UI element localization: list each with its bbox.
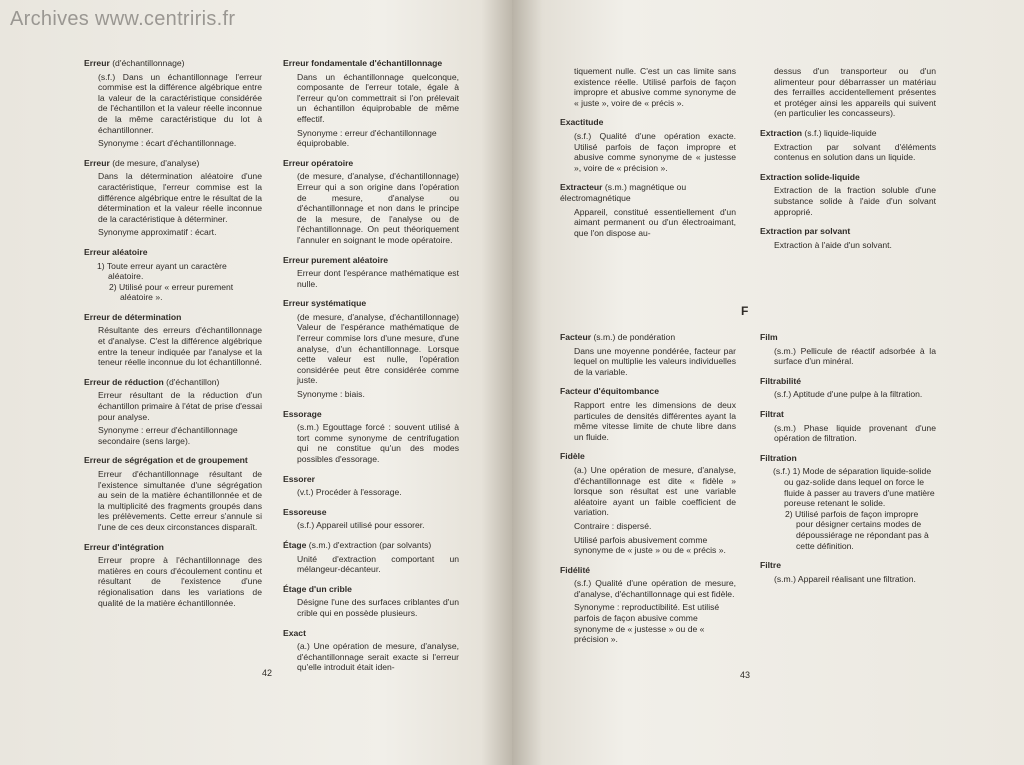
glossary-entry <box>560 332 736 377</box>
entry-definition: (s.m.) Phase liquide provenant d'une opération de filtration. <box>774 422 936 444</box>
entry-term <box>84 312 262 323</box>
glossary-entry <box>283 584 459 619</box>
entry-synonym: Synonyme : erreur d'échantillonnage équiprobable. <box>297 127 437 149</box>
entry-definition: Unité d'extraction comportant un mélangeur-décanteur. <box>297 553 459 575</box>
entry-definition: (s.f.) Appareil utilisé pour essorer. <box>297 520 425 531</box>
entry-definition: Dans la détermination aléatoire d'une caractéristique, l'erreur commise est la différence algébrique entre le résultat de la détermination et la valeur réelle inconnue de la caractéristique à déterminer. <box>98 171 262 224</box>
glossary-entry <box>283 298 459 399</box>
entry-term <box>283 474 459 485</box>
glossary-entry <box>84 58 262 149</box>
glossary-entry <box>760 453 936 551</box>
entry-synonym: Synonyme : écart d'échantillonnage. <box>98 138 237 149</box>
entry-term-text: Extraction <box>760 127 803 138</box>
glossary-entry <box>560 565 736 645</box>
entry-definition: dessus d'un transporteur ou d'un alimenteur pour débarrasser un matériau des ferrailles accidentellement présentes et protéger ainsi les appareils qui suivent (en particulier les concasseurs). <box>774 66 936 119</box>
entry-term <box>84 247 262 258</box>
glossary-entry <box>560 386 736 442</box>
glossary-entry <box>84 312 262 368</box>
left-page-column-1 <box>84 58 262 617</box>
entry-term <box>84 455 262 466</box>
glossary-entry <box>283 540 459 575</box>
entry-term-text: Facteur <box>560 332 592 342</box>
entry-definition: Dans une moyenne pondérée, facteur par lequel on multiplie les valeurs individuelles de la variable. <box>574 345 736 377</box>
entry-term <box>283 298 459 309</box>
entry-term <box>760 376 936 387</box>
entry-numbered-item: 2) Utilisé parfois de façon impropre pour désigner certains modes de dépoussiérage ne répondant pas à cette définition. <box>785 508 929 551</box>
entry-term <box>283 409 459 420</box>
entry-term-text: Étage <box>283 539 307 550</box>
entry-term-text: Extracteur <box>560 182 603 193</box>
glossary-entry <box>760 172 936 217</box>
entry-qualifier: (s.m.) de pondération <box>593 332 676 342</box>
entry-definition: tiquement nulle. C'est un cas limite sans existence réelle. Utilisé parfois de façon impropre et abusive comme synonyme de « juste », voire de « précis ». <box>574 66 736 108</box>
watermark: Archives www.centriris.fr <box>10 8 236 30</box>
entry-term-text: Erreur systématique <box>283 298 367 309</box>
entry-term-text: Erreur aléatoire <box>84 246 148 257</box>
entry-term-text: Filtrabilité <box>760 375 802 386</box>
glossary-entry <box>283 255 459 290</box>
glossary-entry <box>84 455 262 532</box>
entry-term <box>560 182 736 203</box>
entry-term-text: Essorage <box>283 408 322 419</box>
entry-definition: Erreur dont l'espérance mathématique est nulle. <box>297 268 459 289</box>
entry-term <box>760 226 936 237</box>
entry-term <box>283 255 459 266</box>
entry-term <box>560 565 736 576</box>
entry-term <box>760 409 936 420</box>
entry-definition: Extraction par solvant d'éléments contenus en solution dans un liquide. <box>774 141 936 163</box>
glossary-entry <box>560 182 736 238</box>
entry-definition: (s.f.) Qualité d'une opération exacte. Utilisé parfois de façon impropre et abusive comme synonyme de « justesse », voire de « précision ». <box>574 130 736 173</box>
entry-synonym: Synonyme : erreur d'échantillonnage secondaire (sens large). <box>98 425 238 446</box>
entry-qualifier: (de mesure, d'analyse) <box>112 157 200 168</box>
entry-term <box>760 560 936 571</box>
glossary-entry <box>760 409 936 444</box>
entry-definition: Erreur propre à l'échantillonnage des matières en cours d'écoulement continu et résultant de l'existence d'une régionalisation dans les variations de qualité de la matière échantillonnée. <box>98 555 262 608</box>
entry-definition: (a.) Une opération de mesure, d'analyse, d'échantillonnage serait exacte si l'erreur qu'elle introduit était iden- <box>297 641 459 673</box>
entry-definition: (v.t.) Procéder à l'essorage. <box>297 487 402 498</box>
entry-term <box>560 386 736 397</box>
entry-term-text: Film <box>760 332 778 342</box>
entry-term <box>760 453 936 464</box>
entry-term <box>760 128 936 139</box>
entry-term-text: Erreur <box>84 58 110 68</box>
glossary-entry <box>760 66 936 119</box>
section-letter: F <box>741 304 749 318</box>
entry-term <box>560 117 736 128</box>
entry-numbered-item: 2) Utilisé pour « erreur purement aléatoire ». <box>109 281 234 303</box>
glossary-entry <box>760 332 936 367</box>
entry-term-text: Essoreuse <box>283 506 327 517</box>
glossary-entry <box>84 542 262 609</box>
entry-qualifier: (s.m.) d'extraction (par solvants) <box>308 539 432 550</box>
entry-term <box>560 451 736 462</box>
right-page-column-1-top <box>560 66 736 247</box>
glossary-entry <box>283 628 459 673</box>
entry-term-text: Fidèle <box>560 451 585 462</box>
entry-numbered-item: 1) Toute erreur ayant un caractère aléatoire. <box>97 260 227 282</box>
entry-term-text: Essorer <box>283 473 316 484</box>
entry-term-text: Filtration <box>760 452 797 463</box>
glossary-entry <box>84 158 262 238</box>
entry-definition: (s.f.) Dans un échantillonnage l'erreur commise est la différence algébrique entre la valeur de la caractéristique considérée de l'échantillon et la valeur réelle inconnue de la même caractéristique du lot à échantillonner. <box>98 71 262 135</box>
entry-term-text: Erreur d'intégration <box>84 541 164 552</box>
glossary-entry <box>283 58 459 149</box>
entry-term <box>283 58 459 69</box>
entry-definition: (s.m.) Pellicule de réactif adsorbée à la surface d'un minéral. <box>774 345 936 367</box>
entry-term <box>760 172 936 183</box>
entry-note: Utilisé parfois abusivement comme synonyme de « juste » ou de « précis ». <box>574 534 726 556</box>
entry-term-text: Erreur purement aléatoire <box>283 254 389 265</box>
entry-definition: (s.f.) Aptitude d'une pulpe à la filtration. <box>774 389 923 400</box>
glossary-entry <box>84 247 262 303</box>
entry-term-text: Erreur <box>84 157 110 168</box>
entry-term <box>283 507 459 518</box>
right-page-column-2-top <box>760 66 936 259</box>
entry-qualifier: (s.f.) liquide-liquide <box>804 127 877 138</box>
glossary-entry <box>560 66 736 108</box>
entry-definition: Extraction de la fraction soluble d'une substance solide à l'aide d'un solvant approprié. <box>774 185 936 217</box>
right-page-column-1-bottom <box>560 332 736 654</box>
entry-term-text: Erreur de détermination <box>84 311 182 322</box>
entry-synonym: Synonyme : biais. <box>297 389 365 400</box>
entry-term-text: Exactitude <box>560 117 604 128</box>
entry-definition: Erreur résultant de la réduction d'un échantillon primaire à l'état de prise d'essai pour analyse. <box>98 390 262 422</box>
entry-term <box>84 58 262 69</box>
glossary-entry <box>84 377 262 447</box>
entry-definition: Dans un échantillonnage quelconque, composante de l'erreur totale, égale à l'erreur qu'on commettrait si l'on prélevait un échantillon équiprobable de même effectif. <box>297 71 459 124</box>
entry-term <box>84 158 262 169</box>
entry-term <box>283 158 459 169</box>
entry-term <box>283 584 459 595</box>
entry-term-text: Erreur de ségrégation et de groupement <box>84 455 248 466</box>
entry-synonym: Synonyme approximatif : écart. <box>98 227 217 238</box>
entry-term-text: Fidélité <box>560 564 591 575</box>
entry-term <box>283 628 459 639</box>
entry-definition: Désigne l'une des surfaces criblantes d'un crible qui en possède plusieurs. <box>297 597 459 618</box>
glossary-entry <box>760 128 936 163</box>
right-page <box>512 0 1024 765</box>
entry-term-text: Exact <box>283 627 306 638</box>
entry-definition: (de mesure, d'analyse, d'échantillonnage) Valeur de l'espérance mathématique de l'erreur commise lors d'une mesure, d'une analyse, d'un échantillonnage. Lorsque cette valeur est nulle, l'opération considérée peut être considérée comme juste. <box>297 311 459 386</box>
entry-definition: Appareil, constitué essentiellement d'un aimant permanent ou d'un électroaimant, que l'on dispose au- <box>574 206 736 238</box>
entry-numbered-item: (s.f.) 1) Mode de séparation liquide-solide ou gaz-solide dans lequel on force le fluide à passer au travers d'une matière poreuse retenant le solide. <box>773 466 935 509</box>
glossary-entry <box>760 560 936 584</box>
entry-definition: Résultante des erreurs d'échantillonnage et d'analyse. C'est la différence algébrique entre la teneur indiquée par l'analyse et la teneur réelle inconnue du lot échantillonné. <box>98 325 262 368</box>
entry-definition: Rapport entre les dimensions de deux particules de densités différentes ayant la même vitesse limite de chute libre dans un fluide. <box>574 399 736 442</box>
entry-term-text: Extraction par solvant <box>760 226 851 237</box>
glossary-entry <box>760 226 936 250</box>
entry-definition: Erreur d'échantillonnage résultant de l'existence simultanée d'une ségrégation au sein de la matière échantillonnée et de la multiplicité des fragments groupés dans les prélèvements. Cette erreur s'annule si l'une de ces deux circonstances disparaît. <box>98 469 262 532</box>
page-number-left: 42 <box>262 668 273 678</box>
entry-term <box>760 332 936 343</box>
entry-definition: (s.m.) Appareil réalisant une filtration. <box>774 573 916 584</box>
page-number-right: 43 <box>740 670 751 680</box>
glossary-entry <box>760 376 936 400</box>
glossary-entry <box>283 409 459 465</box>
entry-synonym: Contraire : dispersé. <box>574 520 652 531</box>
glossary-entry <box>560 451 736 555</box>
entry-qualifier: (d'échantillonnage) <box>112 58 185 68</box>
entry-term-text: Étage d'un crible <box>283 583 352 594</box>
right-page-column-2-bottom <box>760 332 936 593</box>
entry-synonym: Synonyme : reproductibilité. Est utilisé parfois de façon abusive comme synonyme de « justesse » ou de « précision ». <box>574 602 720 645</box>
entry-definition: (s.f.) Qualité d'une opération de mesure, d'analyse, d'échantillonnage qui est fidèle. <box>574 578 736 599</box>
entry-qualifier: (d'échantillon) <box>166 376 220 387</box>
entry-definition: (de mesure, d'analyse, d'échantillonnage) Erreur qui a son origine dans l'opération de mesure, d'analyse ou d'échantillonnage et non dans le principe de la mesure, de l'analyse ou de l'échantillonnage. On peut théoriquement l'annuler en soignant le mode opératoire. <box>297 171 459 245</box>
glossary-entry <box>283 474 459 498</box>
glossary-entry <box>283 507 459 531</box>
entry-term-text: Facteur d'équitombance <box>560 386 659 397</box>
entry-definition: (s.m.) Egouttage forcé : souvent utilisé à tort comme synonyme de centrifugation qui ne constitue qu'un des modes possibles d'essorage. <box>297 422 459 464</box>
left-page-column-2 <box>283 58 459 682</box>
glossary-entry <box>283 158 459 246</box>
entry-term-text: Erreur opératoire <box>283 157 354 168</box>
entry-definition: (a.) Une opération de mesure, d'analyse, d'échantillonnage est dite « fidèle » lorsque son résultat est une variable aléatoire ayant un faible coefficient de variation. <box>574 464 736 518</box>
entry-term <box>84 542 262 553</box>
entry-term-text: Erreur fondamentale d'échantillonnage <box>283 58 443 68</box>
glossary-entry <box>560 117 736 173</box>
entry-term <box>560 332 736 343</box>
entry-term <box>84 377 262 388</box>
entry-term-text: Extraction solide-liquide <box>760 171 860 182</box>
entry-definition: Extraction à l'aide d'un solvant. <box>774 239 892 250</box>
entry-term <box>283 540 459 551</box>
entry-term-text: Filtrat <box>760 408 784 419</box>
entry-term-text: Filtre <box>760 560 782 571</box>
entry-term-text: Erreur de réduction <box>84 376 164 387</box>
entry-qualifier: (s.m.) magnétique ou électromagnétique <box>560 182 687 203</box>
